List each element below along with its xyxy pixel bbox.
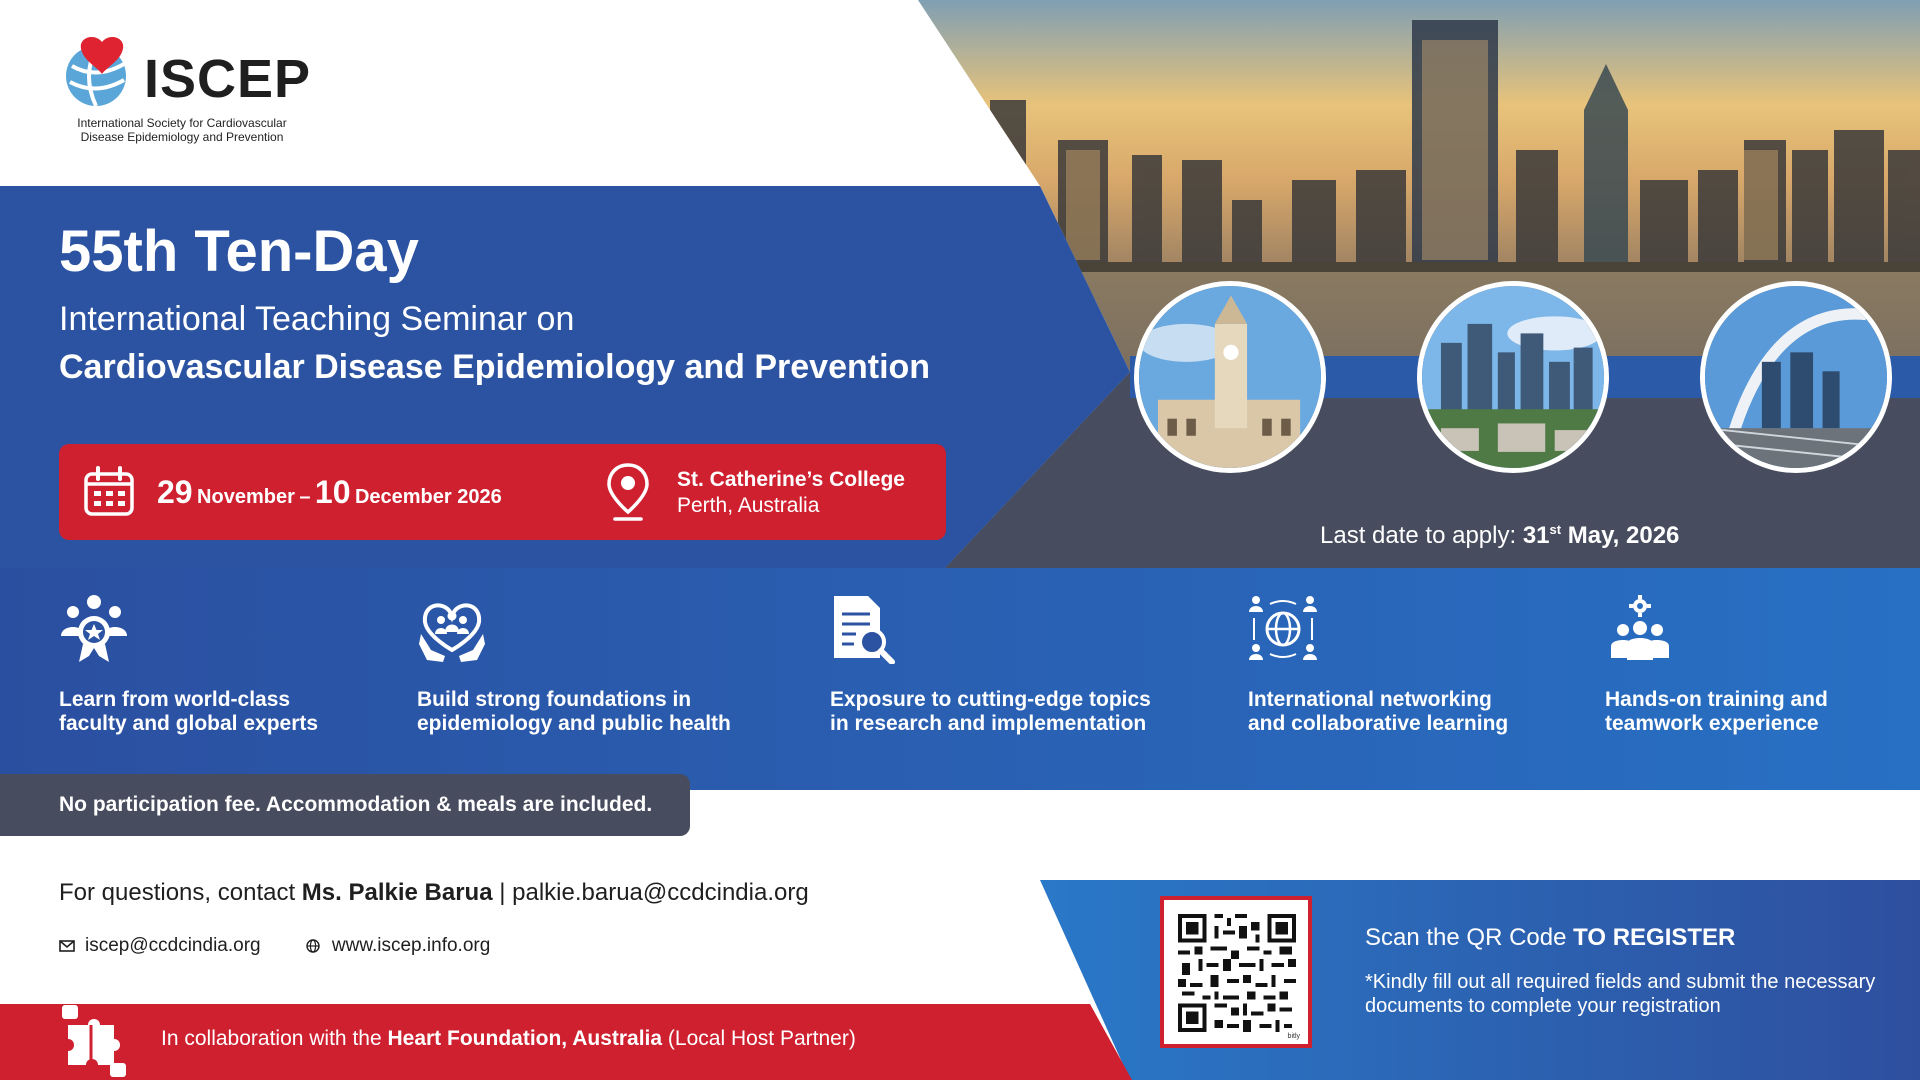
date-separator: – — [299, 486, 311, 508]
feature-3-line-1: Exposure to cutting-edge topics — [830, 688, 1151, 711]
logo-name: ISCEP — [144, 49, 312, 109]
fee-note-bar — [0, 774, 690, 836]
collaboration-note — [161, 1027, 856, 1051]
event-subtitle: International Teaching Seminar on — [59, 300, 575, 338]
logo-tagline: International Society for Cardiovascular Disease Epidemiology and Prevention — [77, 116, 287, 144]
org-email-link[interactable]: iscep@ccdcindia.org — [85, 935, 261, 956]
contact-links — [59, 935, 490, 957]
event-dates — [157, 474, 502, 511]
feature-4-line-1: International networking — [1248, 688, 1492, 711]
global-network-icon — [1248, 594, 1318, 664]
feature-1-line-2: faculty and global experts — [59, 712, 319, 735]
feature-strong-foundations — [417, 594, 757, 735]
collab-suffix: (Local Host Partner) — [667, 1027, 856, 1050]
location-pin-icon — [605, 462, 651, 522]
globe-icon — [306, 939, 320, 953]
feature-hands-on-training — [1605, 594, 1920, 735]
date-venue-box — [59, 444, 946, 540]
city-skyline-photo — [1417, 281, 1609, 473]
document-search-icon — [830, 594, 900, 664]
registration-note: *Kindly fill out all required fields and submit the necessary documents to complete your registration — [1365, 971, 1876, 1017]
mail-icon — [59, 940, 75, 952]
scan-text-bold: TO REGISTER — [1573, 924, 1736, 951]
scan-text: Scan the QR Code — [1365, 924, 1567, 951]
qr-provider-label: bitly — [1287, 1033, 1300, 1040]
qr-code-icon — [1178, 914, 1296, 1032]
calendar-icon — [83, 466, 135, 518]
collab-prefix: In collaboration with the — [161, 1027, 382, 1050]
venue-city: Perth, Australia — [677, 494, 820, 517]
deadline-day: 31st — [1522, 522, 1562, 549]
feature-international-networking — [1248, 594, 1588, 735]
end-month-year: December 2026 — [354, 486, 502, 508]
registration-qr-code[interactable] — [1160, 896, 1312, 1048]
venue-name: St. Catherine’s College — [677, 468, 905, 491]
contact-prefix: For questions, contact — [59, 879, 296, 906]
application-deadline — [1320, 522, 1679, 550]
start-day: 29 — [157, 474, 193, 510]
feature-2-line-2: epidemiology and public health — [417, 712, 731, 735]
bridge-photo — [1700, 281, 1892, 473]
feature-world-class-faculty — [59, 594, 399, 735]
feature-4-line-2: and collaborative learning — [1248, 712, 1509, 735]
puzzle-hands-icon — [58, 1005, 130, 1077]
globe-heart-icon — [62, 36, 134, 108]
feature-5-line-1: Hands-on training and — [1605, 688, 1828, 711]
start-month: November — [197, 486, 295, 508]
feature-5-line-2: teamwork experience — [1605, 712, 1819, 735]
contact-line — [59, 879, 809, 907]
event-subtitle-bold: Cardiovascular Disease Epidemiology and Prevention — [59, 348, 931, 386]
feature-cutting-edge-topics — [830, 594, 1170, 735]
feature-2-line-1: Build strong foundations in — [417, 688, 692, 711]
award-people-icon — [59, 594, 129, 664]
collab-partner: Heart Foundation, Australia — [387, 1027, 663, 1050]
town-hall-photo — [1134, 281, 1326, 473]
scan-instruction — [1365, 924, 1735, 952]
feature-3-line-2: in research and implementation — [830, 712, 1147, 735]
deadline-label: Last date to apply: — [1320, 522, 1517, 549]
end-day: 10 — [314, 474, 351, 510]
hands-heart-people-icon — [417, 594, 487, 664]
deadline-month-year: May, 2026 — [1567, 522, 1680, 549]
event-title: 55th Ten-Day — [59, 219, 419, 284]
contact-divider: | — [499, 879, 506, 906]
fee-note: No participation fee. Accommodation & meals are included. — [59, 793, 653, 816]
contact-person: Ms. Palkie Barua — [301, 879, 493, 906]
contact-email-link[interactable]: palkie.barua@ccdcindia.org — [512, 879, 809, 906]
team-gear-icon — [1605, 594, 1675, 664]
website-link[interactable]: www.iscep.info.org — [331, 935, 491, 956]
feature-1-line-1: Learn from world-class — [59, 688, 291, 711]
